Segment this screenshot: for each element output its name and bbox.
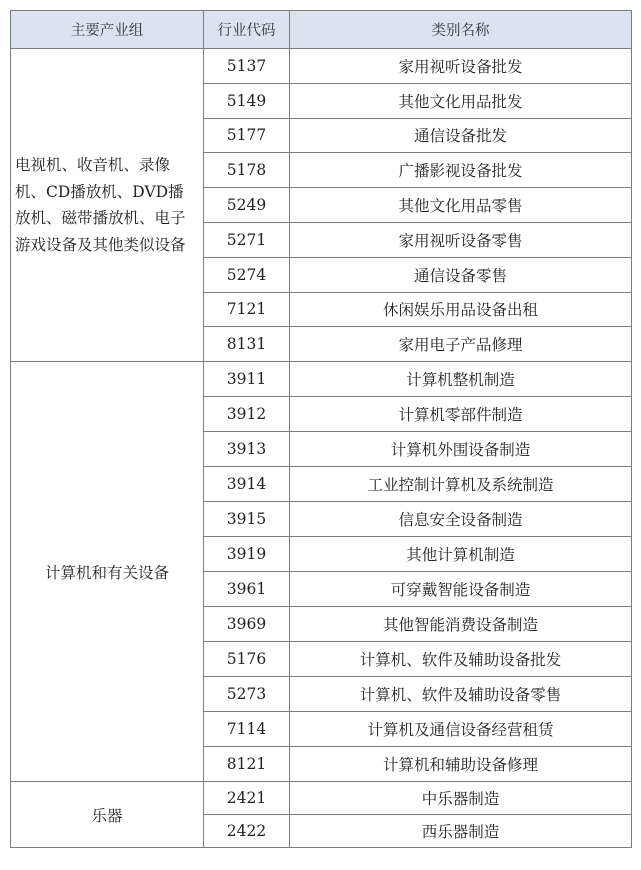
industry-code: 5249 bbox=[204, 188, 290, 223]
header-row bbox=[11, 11, 632, 49]
category-name: 休闲娱乐用品设备出租 bbox=[290, 292, 632, 327]
category-name: 家用视听设备零售 bbox=[290, 222, 632, 257]
industry-code: 5177 bbox=[204, 118, 290, 153]
category-name: 西乐器制造 bbox=[290, 815, 632, 848]
group-2 bbox=[11, 362, 632, 782]
industry-code: 5273 bbox=[204, 677, 290, 712]
category-name: 其他计算机制造 bbox=[290, 537, 632, 572]
table-row bbox=[11, 362, 632, 397]
industry-code: 3969 bbox=[204, 607, 290, 642]
table-row bbox=[11, 782, 632, 815]
group-3 bbox=[11, 782, 632, 848]
industry-code: 5271 bbox=[204, 222, 290, 257]
category-name: 家用视听设备批发 bbox=[290, 49, 632, 84]
industry-code: 3915 bbox=[204, 502, 290, 537]
industry-code: 5137 bbox=[204, 49, 290, 84]
industry-table bbox=[10, 10, 632, 848]
category-name: 工业控制计算机及系统制造 bbox=[290, 467, 632, 502]
category-name: 广播影视设备批发 bbox=[290, 153, 632, 188]
category-name: 其他文化用品零售 bbox=[290, 188, 632, 223]
industry-code: 7114 bbox=[204, 712, 290, 747]
category-name: 信息安全设备制造 bbox=[290, 502, 632, 537]
category-name: 计算机整机制造 bbox=[290, 362, 632, 397]
industry-code: 3911 bbox=[204, 362, 290, 397]
industry-code: 3913 bbox=[204, 432, 290, 467]
category-name: 计算机、软件及辅助设备批发 bbox=[290, 642, 632, 677]
category-name: 可穿戴智能设备制造 bbox=[290, 572, 632, 607]
header-name: 类别名称 bbox=[290, 11, 632, 49]
category-name: 计算机、软件及辅助设备零售 bbox=[290, 677, 632, 712]
category-name: 计算机外围设备制造 bbox=[290, 432, 632, 467]
category-name: 中乐器制造 bbox=[290, 782, 632, 815]
industry-code: 5178 bbox=[204, 153, 290, 188]
category-name: 计算机及通信设备经营租赁 bbox=[290, 712, 632, 747]
table-row bbox=[11, 49, 632, 84]
industry-code: 5149 bbox=[204, 83, 290, 118]
category-name: 家用电子产品修理 bbox=[290, 327, 632, 362]
group-name: 电视机、收音机、录像机、CD播放机、DVD播放机、磁带播放机、电子游戏设备及其他类似设备 bbox=[11, 49, 204, 362]
industry-code: 5176 bbox=[204, 642, 290, 677]
industry-code: 3912 bbox=[204, 397, 290, 432]
header-code: 行业代码 bbox=[204, 11, 290, 49]
industry-code: 2422 bbox=[204, 815, 290, 848]
category-name: 通信设备零售 bbox=[290, 257, 632, 292]
industry-code: 3961 bbox=[204, 572, 290, 607]
category-name: 计算机零部件制造 bbox=[290, 397, 632, 432]
industry-code: 2421 bbox=[204, 782, 290, 815]
category-name: 其他文化用品批发 bbox=[290, 83, 632, 118]
group-name: 乐器 bbox=[11, 782, 204, 848]
industry-code: 3914 bbox=[204, 467, 290, 502]
industry-code: 8121 bbox=[204, 747, 290, 782]
industry-code: 7121 bbox=[204, 292, 290, 327]
industry-code: 3919 bbox=[204, 537, 290, 572]
group-name: 计算机和有关设备 bbox=[11, 362, 204, 782]
group-1 bbox=[11, 49, 632, 362]
category-name: 其他智能消费设备制造 bbox=[290, 607, 632, 642]
industry-code: 8131 bbox=[204, 327, 290, 362]
header-group: 主要产业组 bbox=[11, 11, 204, 49]
industry-code: 5274 bbox=[204, 257, 290, 292]
category-name: 计算机和辅助设备修理 bbox=[290, 747, 632, 782]
category-name: 通信设备批发 bbox=[290, 118, 632, 153]
